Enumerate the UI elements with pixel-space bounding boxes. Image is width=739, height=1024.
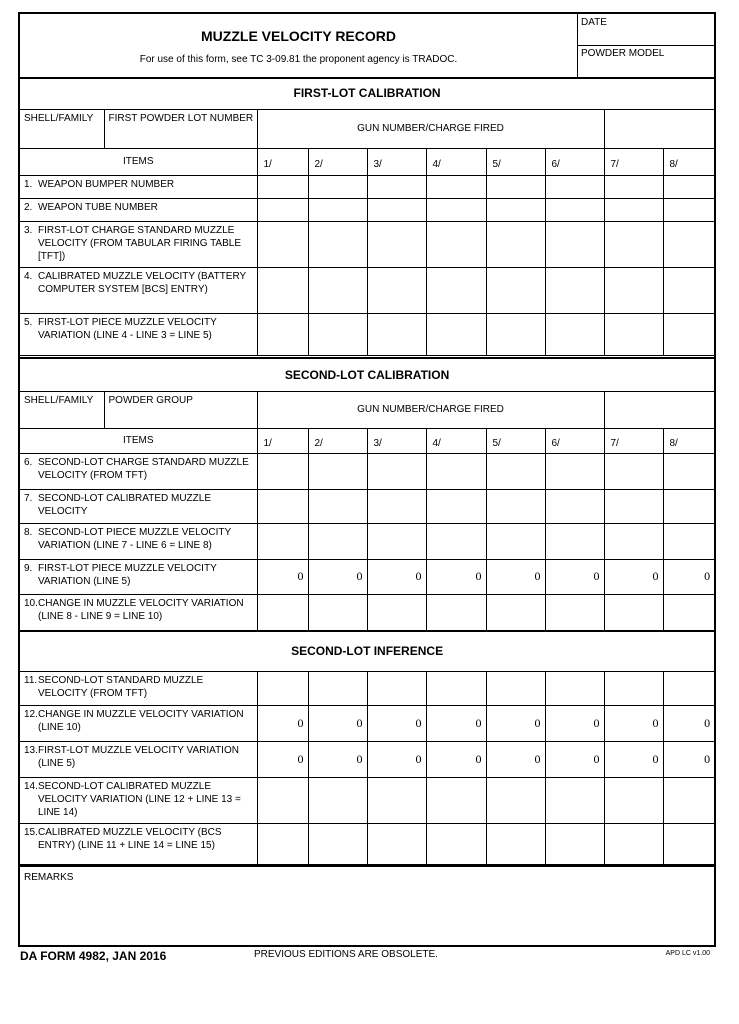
value-cell[interactable] bbox=[604, 175, 663, 198]
items-header: ITEMS bbox=[20, 148, 257, 175]
row-label bbox=[20, 221, 257, 267]
second-lot-shell-family-field[interactable] bbox=[20, 391, 104, 428]
value-cell[interactable] bbox=[308, 267, 367, 313]
row-number: 11. bbox=[24, 674, 38, 686]
value-cell[interactable] bbox=[426, 523, 486, 559]
row-text: FIRST-LOT MUZZLE VELOCITY VARIATION (LINE 5) bbox=[38, 744, 239, 769]
form-footer bbox=[20, 947, 720, 967]
value-cell[interactable] bbox=[308, 198, 367, 221]
value-cell[interactable] bbox=[257, 175, 308, 198]
table-row bbox=[20, 823, 714, 864]
shell-family-label: SHELL/FAMILY bbox=[24, 394, 94, 406]
row-label bbox=[20, 175, 257, 198]
row-label bbox=[20, 313, 257, 355]
value-cell[interactable] bbox=[604, 489, 663, 523]
value-cell[interactable] bbox=[257, 594, 308, 631]
value-cell[interactable]: 0 bbox=[604, 559, 663, 594]
value-cell[interactable] bbox=[486, 267, 545, 313]
row-label bbox=[20, 823, 257, 864]
value-cell[interactable] bbox=[257, 671, 308, 705]
row-label bbox=[20, 559, 257, 594]
value-cell[interactable] bbox=[663, 671, 714, 705]
row-text: WEAPON BUMPER NUMBER bbox=[38, 178, 175, 190]
value-cell[interactable] bbox=[367, 671, 426, 705]
row-number: 1. bbox=[24, 178, 33, 190]
table-row bbox=[20, 777, 714, 823]
value-cell[interactable] bbox=[486, 823, 545, 864]
value-cell[interactable] bbox=[257, 453, 308, 489]
muzzle-velocity-form bbox=[18, 12, 716, 947]
value-cell[interactable] bbox=[663, 823, 714, 864]
value-cell[interactable] bbox=[663, 594, 714, 631]
table-row bbox=[20, 489, 714, 523]
table-row bbox=[20, 594, 714, 631]
value-cell[interactable]: 0 bbox=[257, 741, 308, 777]
value-cell[interactable]: 0 bbox=[604, 705, 663, 741]
value-cell[interactable] bbox=[426, 267, 486, 313]
value-cell[interactable] bbox=[367, 313, 426, 355]
remarks-field[interactable] bbox=[20, 865, 714, 947]
value-cell[interactable] bbox=[545, 267, 604, 313]
value-cell[interactable] bbox=[367, 221, 426, 267]
value-cell[interactable] bbox=[663, 489, 714, 523]
value-cell[interactable]: 0 bbox=[426, 741, 486, 777]
value-cell[interactable] bbox=[486, 175, 545, 198]
value-cell[interactable] bbox=[486, 221, 545, 267]
col-header-6: 6/ bbox=[545, 428, 604, 453]
row-text: SECOND-LOT STANDARD MUZZLE VELOCITY (FROM TFT) bbox=[38, 674, 204, 699]
col-header-1: 1/ bbox=[257, 148, 308, 175]
shell-family-label: SHELL/FAMILY bbox=[24, 112, 94, 124]
value-cell[interactable] bbox=[426, 175, 486, 198]
value-cell[interactable]: 0 bbox=[486, 741, 545, 777]
value-cell[interactable]: 0 bbox=[663, 559, 714, 594]
value-cell[interactable] bbox=[308, 313, 367, 355]
row-number: 7. bbox=[24, 492, 33, 504]
value-cell[interactable] bbox=[545, 777, 604, 823]
remarks-label: REMARKS bbox=[24, 872, 74, 883]
value-cell[interactable] bbox=[545, 453, 604, 489]
value-cell[interactable] bbox=[486, 671, 545, 705]
row-number: 4. bbox=[24, 270, 33, 282]
table-row bbox=[20, 671, 714, 705]
value-cell[interactable] bbox=[486, 489, 545, 523]
value-cell[interactable] bbox=[545, 671, 604, 705]
value-cell[interactable] bbox=[545, 313, 604, 355]
first-lot-extra-field[interactable] bbox=[604, 109, 714, 148]
row-number: 2. bbox=[24, 201, 33, 213]
second-lot-title: SECOND-LOT CALIBRATION bbox=[20, 358, 714, 391]
value-cell[interactable]: 0 bbox=[426, 559, 486, 594]
value-cell[interactable] bbox=[426, 777, 486, 823]
value-cell[interactable] bbox=[663, 523, 714, 559]
date-label: DATE bbox=[581, 17, 607, 28]
row-label bbox=[20, 671, 257, 705]
table-row bbox=[20, 453, 714, 489]
powder-model-label: POWDER MODEL bbox=[581, 48, 665, 59]
value-cell[interactable] bbox=[308, 823, 367, 864]
table-row bbox=[20, 523, 714, 559]
col-header-4: 4/ bbox=[426, 428, 486, 453]
value-cell[interactable] bbox=[308, 777, 367, 823]
value-cell[interactable] bbox=[308, 221, 367, 267]
row-text: SECOND-LOT CALIBRATED MUZZLE VELOCITY bbox=[38, 492, 211, 517]
value-cell[interactable] bbox=[426, 823, 486, 864]
value-cell[interactable] bbox=[604, 523, 663, 559]
row-number: 8. bbox=[24, 526, 33, 538]
value-cell[interactable] bbox=[426, 453, 486, 489]
value-cell[interactable] bbox=[257, 221, 308, 267]
value-cell[interactable] bbox=[545, 489, 604, 523]
table-row bbox=[20, 175, 714, 198]
value-cell[interactable] bbox=[308, 671, 367, 705]
row-label bbox=[20, 705, 257, 741]
value-cell[interactable] bbox=[545, 523, 604, 559]
table-row bbox=[20, 313, 714, 355]
powder-group-label: POWDER GROUP bbox=[108, 394, 193, 406]
table-row bbox=[20, 267, 714, 313]
value-cell[interactable] bbox=[257, 489, 308, 523]
col-header-5: 5/ bbox=[486, 428, 545, 453]
value-cell[interactable] bbox=[486, 198, 545, 221]
value-cell[interactable] bbox=[663, 267, 714, 313]
value-cell[interactable] bbox=[604, 267, 663, 313]
value-cell[interactable] bbox=[367, 523, 426, 559]
row-number: 5. bbox=[24, 316, 33, 328]
col-header-3: 3/ bbox=[367, 148, 426, 175]
first-lot-shell-family-field[interactable] bbox=[20, 109, 104, 148]
value-cell[interactable]: 0 bbox=[257, 705, 308, 741]
value-cell[interactable] bbox=[545, 594, 604, 631]
second-lot-columns-row bbox=[20, 428, 714, 453]
row-text: FIRST-LOT CHARGE STANDARD MUZZLE VELOCITY (FROM TABULAR FIRING TABLE [TFT]) bbox=[38, 224, 242, 262]
value-cell[interactable]: 0 bbox=[663, 705, 714, 741]
previous-editions-note: PREVIOUS EDITIONS ARE OBSOLETE. bbox=[254, 949, 438, 960]
row-label bbox=[20, 198, 257, 221]
value-cell[interactable]: 0 bbox=[308, 705, 367, 741]
date-field[interactable] bbox=[577, 14, 714, 46]
value-cell[interactable] bbox=[426, 221, 486, 267]
value-cell[interactable] bbox=[486, 777, 545, 823]
value-cell[interactable] bbox=[486, 453, 545, 489]
value-cell[interactable] bbox=[663, 175, 714, 198]
col-header-1: 1/ bbox=[257, 428, 308, 453]
row-text: CHANGE IN MUZZLE VELOCITY VARIATION (LINE 8 - LINE 9 = LINE 10) bbox=[38, 597, 244, 622]
value-cell[interactable] bbox=[604, 453, 663, 489]
value-cell[interactable]: 0 bbox=[308, 741, 367, 777]
value-cell[interactable] bbox=[426, 198, 486, 221]
gun-number-header: GUN NUMBER/CHARGE FIRED bbox=[257, 109, 604, 148]
first-powder-lot-label: FIRST POWDER LOT NUMBER bbox=[108, 112, 254, 124]
row-number: 12. bbox=[24, 708, 38, 720]
value-cell[interactable] bbox=[257, 823, 308, 864]
form-id: DA FORM 4982, JAN 2016 bbox=[20, 949, 167, 963]
value-cell[interactable]: 0 bbox=[545, 705, 604, 741]
value-cell[interactable]: 0 bbox=[604, 741, 663, 777]
title-block bbox=[20, 14, 578, 77]
value-cell[interactable] bbox=[604, 198, 663, 221]
value-cell[interactable] bbox=[257, 198, 308, 221]
powder-model-field[interactable] bbox=[577, 45, 714, 77]
value-cell[interactable] bbox=[545, 221, 604, 267]
items-header: ITEMS bbox=[20, 428, 257, 453]
row-text: CALIBRATED MUZZLE VELOCITY (BATTERY COMPUTER SYSTEM [BCS] ENTRY) bbox=[38, 270, 247, 295]
value-cell[interactable] bbox=[367, 489, 426, 523]
table-row bbox=[20, 198, 714, 221]
first-lot-table bbox=[20, 77, 714, 356]
row-text: CHANGE IN MUZZLE VELOCITY VARIATION (LINE 10) bbox=[38, 708, 244, 733]
value-cell[interactable]: 0 bbox=[545, 559, 604, 594]
value-cell[interactable] bbox=[308, 594, 367, 631]
value-cell[interactable] bbox=[545, 198, 604, 221]
row-number: 15. bbox=[24, 826, 38, 838]
col-header-3: 3/ bbox=[367, 428, 426, 453]
value-cell[interactable]: 0 bbox=[257, 559, 308, 594]
row-label bbox=[20, 741, 257, 777]
row-text: SECOND-LOT PIECE MUZZLE VELOCITY VARIATION (LINE 7 - LINE 6 = LINE 8) bbox=[38, 526, 232, 551]
row-label bbox=[20, 489, 257, 523]
row-label bbox=[20, 523, 257, 559]
value-cell[interactable] bbox=[486, 594, 545, 631]
value-cell[interactable] bbox=[308, 175, 367, 198]
col-header-5: 5/ bbox=[486, 148, 545, 175]
form-subtitle: For use of this form, see TC 3-09.81 the proponent agency is TRADOC. bbox=[139, 54, 458, 65]
value-cell[interactable] bbox=[367, 777, 426, 823]
row-text: FIRST-LOT PIECE MUZZLE VELOCITY VARIATION (LINE 4 - LINE 3 = LINE 5) bbox=[38, 316, 217, 341]
value-cell[interactable] bbox=[486, 523, 545, 559]
row-number: 10. bbox=[24, 597, 38, 609]
value-cell[interactable] bbox=[426, 313, 486, 355]
row-label bbox=[20, 453, 257, 489]
value-cell[interactable] bbox=[545, 175, 604, 198]
value-cell[interactable] bbox=[308, 453, 367, 489]
value-cell[interactable] bbox=[604, 221, 663, 267]
col-header-8: 8/ bbox=[663, 148, 714, 175]
second-lot-table bbox=[20, 357, 714, 632]
row-number: 14. bbox=[24, 780, 38, 792]
first-lot-title: FIRST-LOT CALIBRATION bbox=[20, 77, 714, 109]
value-cell[interactable]: 0 bbox=[663, 741, 714, 777]
value-cell[interactable]: 0 bbox=[545, 741, 604, 777]
col-header-6: 6/ bbox=[545, 148, 604, 175]
row-number: 3. bbox=[24, 224, 33, 236]
row-number: 9. bbox=[24, 562, 33, 574]
value-cell[interactable] bbox=[426, 489, 486, 523]
first-lot-columns-row bbox=[20, 148, 714, 175]
value-cell[interactable] bbox=[367, 823, 426, 864]
gun-number-header: GUN NUMBER/CHARGE FIRED bbox=[257, 391, 604, 428]
row-text: CALIBRATED MUZZLE VELOCITY (BCS ENTRY) (LINE 11 + LINE 14 = LINE 15) bbox=[38, 826, 222, 851]
form-header bbox=[20, 14, 714, 79]
value-cell[interactable] bbox=[545, 823, 604, 864]
value-cell[interactable] bbox=[663, 777, 714, 823]
col-header-4: 4/ bbox=[426, 148, 486, 175]
value-cell[interactable] bbox=[426, 671, 486, 705]
value-cell[interactable] bbox=[663, 313, 714, 355]
inference-title: SECOND-LOT INFERENCE bbox=[20, 631, 714, 671]
value-cell[interactable] bbox=[257, 313, 308, 355]
col-header-2: 2/ bbox=[308, 428, 367, 453]
col-header-8: 8/ bbox=[663, 428, 714, 453]
value-cell[interactable] bbox=[308, 523, 367, 559]
value-cell[interactable] bbox=[367, 267, 426, 313]
powder-group-field[interactable] bbox=[104, 391, 257, 428]
table-row bbox=[20, 221, 714, 267]
row-text: SECOND-LOT CALIBRATED MUZZLE VELOCITY VARIATION (LINE 12 + LINE 13 = LINE 14) bbox=[38, 780, 241, 818]
col-header-2: 2/ bbox=[308, 148, 367, 175]
table-row bbox=[20, 741, 714, 777]
value-cell[interactable] bbox=[426, 594, 486, 631]
row-label bbox=[20, 594, 257, 631]
inference-table bbox=[20, 630, 714, 865]
table-row bbox=[20, 559, 714, 594]
value-cell[interactable] bbox=[308, 489, 367, 523]
second-lot-extra-field[interactable] bbox=[604, 391, 714, 428]
value-cell[interactable] bbox=[663, 198, 714, 221]
value-cell[interactable] bbox=[604, 594, 663, 631]
value-cell[interactable]: 0 bbox=[308, 559, 367, 594]
value-cell[interactable] bbox=[604, 777, 663, 823]
table-row bbox=[20, 705, 714, 741]
row-number: 13. bbox=[24, 744, 38, 756]
value-cell[interactable] bbox=[367, 594, 426, 631]
value-cell[interactable] bbox=[663, 453, 714, 489]
row-label bbox=[20, 777, 257, 823]
value-cell[interactable] bbox=[604, 823, 663, 864]
value-cell[interactable] bbox=[257, 777, 308, 823]
value-cell[interactable]: 0 bbox=[486, 559, 545, 594]
value-cell[interactable] bbox=[367, 198, 426, 221]
row-text: SECOND-LOT CHARGE STANDARD MUZZLE VELOCITY (FROM TFT) bbox=[38, 456, 249, 481]
value-cell[interactable] bbox=[367, 175, 426, 198]
col-header-7: 7/ bbox=[604, 148, 663, 175]
value-cell[interactable]: 0 bbox=[367, 705, 426, 741]
row-label bbox=[20, 267, 257, 313]
value-cell[interactable] bbox=[663, 221, 714, 267]
row-text: WEAPON TUBE NUMBER bbox=[38, 201, 158, 213]
value-cell[interactable]: 0 bbox=[367, 741, 426, 777]
value-cell[interactable] bbox=[367, 453, 426, 489]
row-number: 6. bbox=[24, 456, 33, 468]
form-title: MUZZLE VELOCITY RECORD bbox=[201, 28, 396, 44]
value-cell[interactable] bbox=[257, 523, 308, 559]
value-cell[interactable] bbox=[486, 313, 545, 355]
value-cell[interactable] bbox=[257, 267, 308, 313]
value-cell[interactable] bbox=[604, 671, 663, 705]
value-cell[interactable]: 0 bbox=[486, 705, 545, 741]
value-cell[interactable] bbox=[604, 313, 663, 355]
value-cell[interactable]: 0 bbox=[367, 559, 426, 594]
row-text: FIRST-LOT PIECE MUZZLE VELOCITY VARIATION (LINE 5) bbox=[38, 562, 217, 587]
value-cell[interactable]: 0 bbox=[426, 705, 486, 741]
apd-version: APD LC v1.00 bbox=[665, 950, 710, 957]
first-powder-lot-field[interactable] bbox=[104, 109, 257, 148]
col-header-7: 7/ bbox=[604, 428, 663, 453]
